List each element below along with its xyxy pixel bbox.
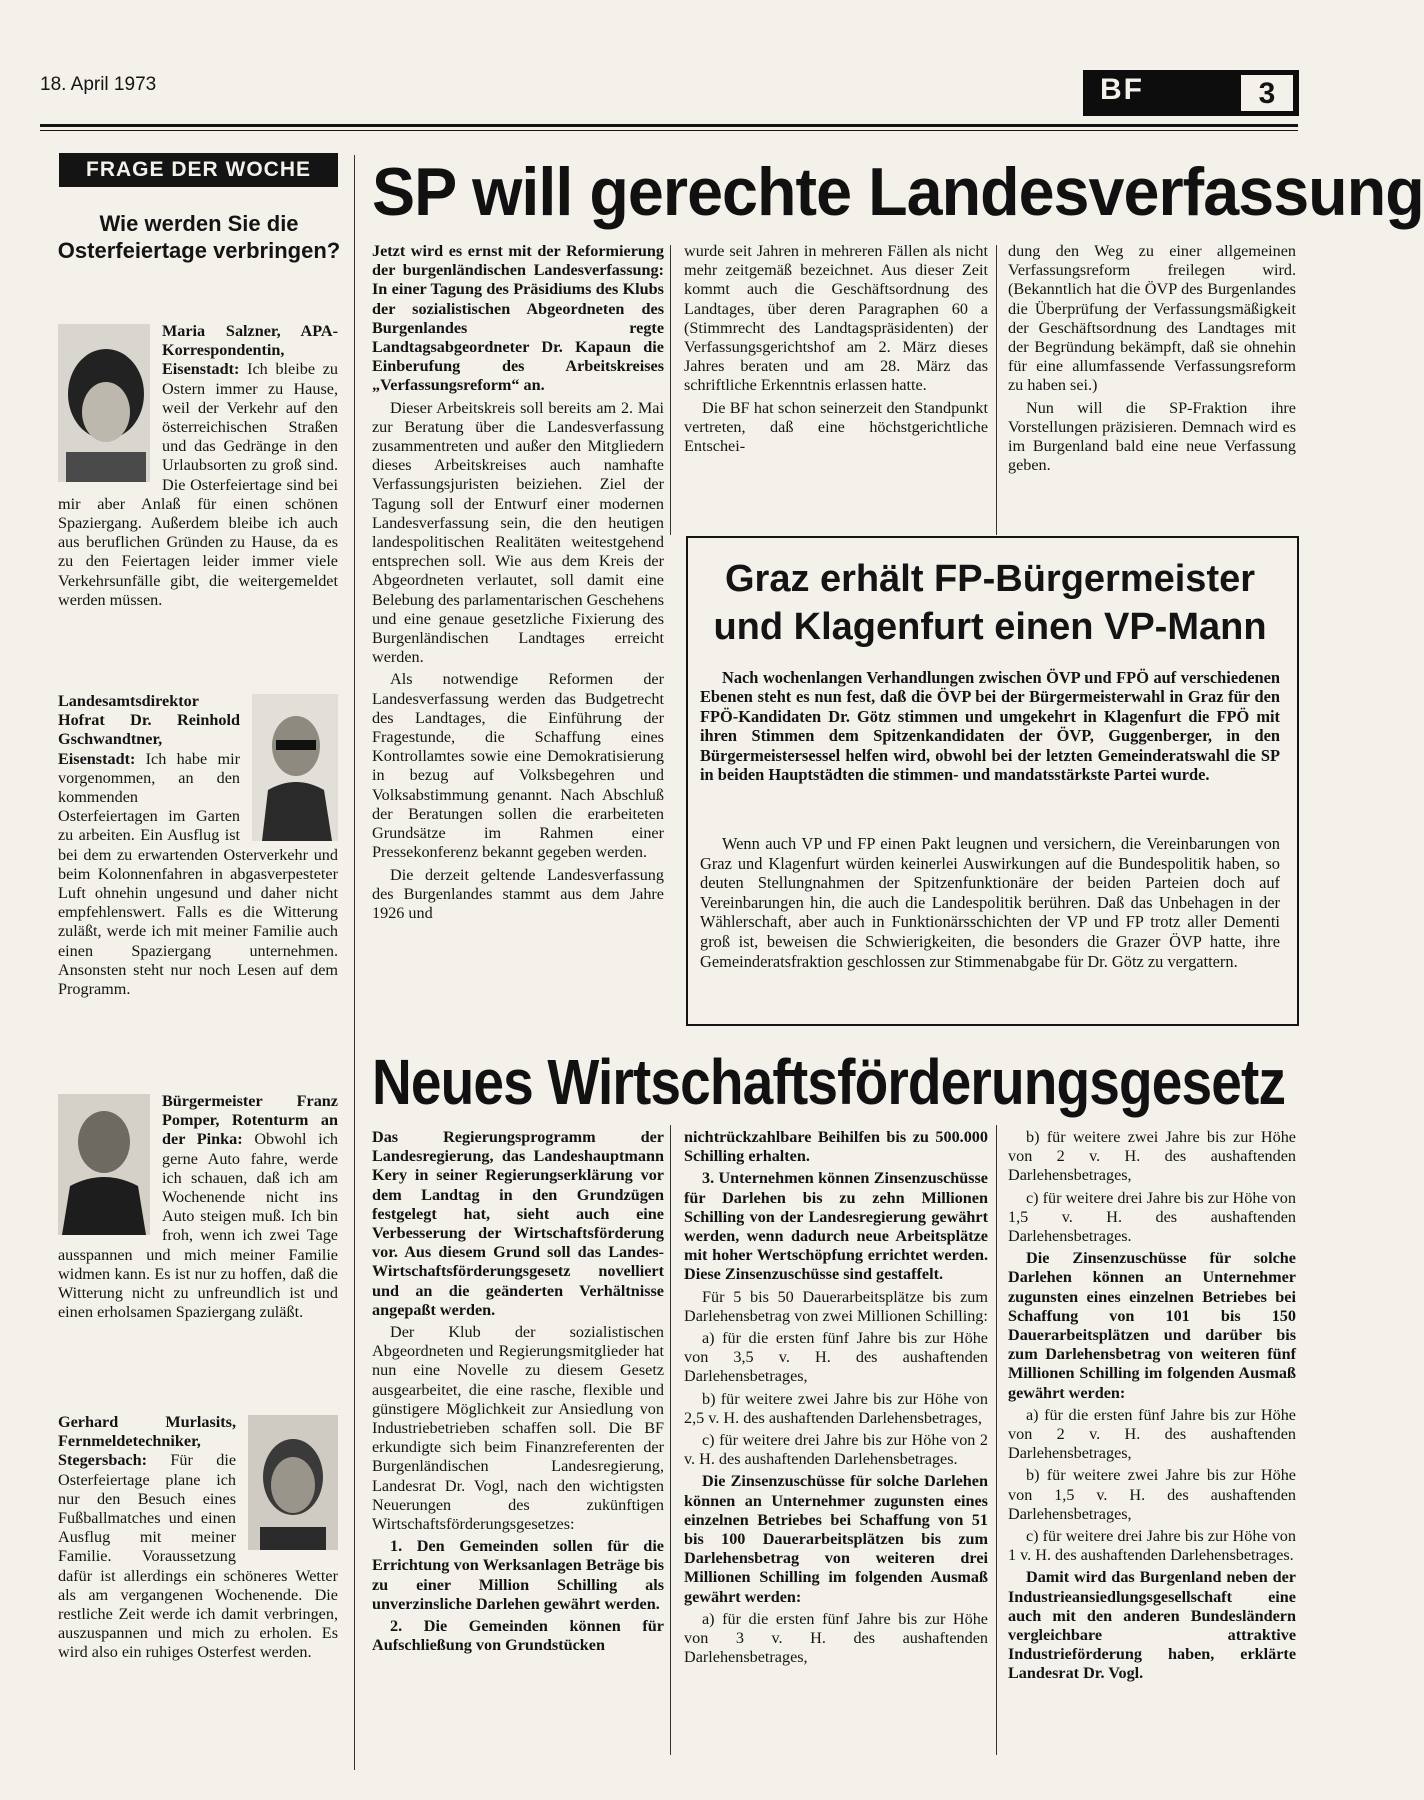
headline-container [372,150,1424,234]
page-number: 3 [1241,75,1293,111]
weekly-question: Wie werden Sie die Osterfeiertage verbringen? [57,211,341,263]
answer-name: Landesamtsdirektor Hofrat Dr. Reinhold Gschwandtner, Eisenstadt: [58,692,240,768]
portrait-photo [58,324,150,482]
column-rule [996,1125,997,1755]
paragraph: c) für weitere drei Jahre bis zur Höhe von 1 v. H. des aushaftenden Darlehensbetrages. [1008,1527,1296,1565]
paragraph: 2. Die Gemeinden können für Aufschließung von Grundstücken [372,1617,664,1655]
paragraph: 3. Unternehmen können Zinsenzuschüsse für Darlehen bis zu zehn Millionen Schilling von der Landesregierung gewährt werden, wenn dadurch neue Arbeitsplätze mit hoher Wertschöpfung errichtet werden. Diese Zinsenzuschüsse sind gestaffelt. [684,1169,988,1284]
paragraph: b) für weitere zwei Jahre bis zur Höhe von 2,5 v. H. des aushaftenden Darlehensbetrages, [684,1389,988,1427]
article-lede: Jetzt wird es ernst mit der Reformierung der burgenländischen Landesverfassung: In einer Tagung des Präsidiums des Klubs der sozialistischen Abgeordneten des Burgenlandes regte Landtagsabgeordneter Dr. Kapaun die Einberufung des Arbeitskreises „Verfassungsreform“ an. [372,242,664,395]
answer-text: Obwohl ich gerne Auto fahre, werde ich schauen, daß ich am Wochenende nicht ins Auto steigen muß. Ich bin froh, wenn ich zwei Tage ausspannen und mich meiner Familie widmen kann. Es ist nur zu hoffen, daß die Witterung nicht zu unfreundlich ist und einen erholsamen Spaziergang zuläßt. [58,1130,338,1322]
section-kicker: FRAGE DER WOCHE [59,153,338,187]
paragraph: nichtrückzahlbare Beihilfen bis zu 500.000 Schilling erhalten. [684,1128,988,1166]
paragraph: b) für weitere zwei Jahre bis zur Höhe von 1,5 v. H. des aushaftenden Darlehensbetrages, [1008,1466,1296,1523]
paragraph: Der Klub der sozialistischen Abgeordneten und Regierungsmitglieder hat nun eine Novelle zu diesem Gesetz ausgearbeitet, die eine rasche, flexible und günstigere Möglichkeit zur Ansiedlung von Industriebetrieben schaffen soll. Die BF erkundigte sich beim Finanzreferenten der Burgenländischen Landesregierung, Landesrat Dr. Vogl, nach den wichtigsten Neuerungen des zukünftigen Wirtschaftsförderungsgesetzes: [372,1323,664,1534]
article2-body [700,834,1280,971]
paragraph: Nach wochenlangen Verhandlungen zwischen ÖVP und FPÖ auf verschiedenen Ebenen steht es nun fest, daß die ÖVP bei der Bürgermeisterwahl in Graz für den FPÖ-Kandidaten Dr. Götz stimmen und umgekehrt in Klagenfurt die FPÖ mit ihren Stimmen dem Spitzenkandidaten der ÖVP, Guggenberger, in den Bürgermeistersessel helfen wird, obwohl bei der letzten Gemeinderatswahl die SP in beiden Hauptstädten die stimmen- und mandatsstärkste Partei wurde. [700,668,1280,785]
paragraph: Dieser Arbeitskreis soll bereits am 2. Mai zur Beratung über die Landesverfassung zusammentreten und außer den Mitgliedern dieses Arbeitskreises auch namhafte Verfassungsjuristen beiziehen. Ziel der Tagung soll der Entwurf einer modernen Landesverfassung sein, die den heutigen landespolitischen Realitäten weitestgehend entsprechen soll. Wie aus dem Kreis der Abgeordneten verlautet, soll damit eine Belebung des parlamentarischen Geschehens und eine genaue gesetzliche Fixierung des Burgenländischen Landtages erreicht werden. [372,398,664,667]
portrait-photo [248,1415,338,1550]
answer-2 [58,692,338,1002]
headline-wirtschaftsfoerderung: Neues Wirtschaftsförderungsgesetz [372,1046,1286,1118]
column-rule [670,245,671,535]
paragraph: c) für weitere drei Jahre bis zur Höhe von 1,5 v. H. des aushaftenden Darlehensbetrages. [1008,1188,1296,1246]
answer-text: Ich habe mir vorgenommen, an den kommenden Osterfeiertagen im Garten zu arbeiten. Ein Ausflug ist bei dem zu erwartenden Osterverkehr und beim Kolonnenfahren in abgasverpesteter Luft ohnehin ungesund und daher nicht empfehlenswert. Falls es die Witterung zuläßt, werde ich mit meiner Familie auch einen Spaziergang unternehmen. Ansonsten steht nur noch Lesen auf dem Programm. [58,749,338,999]
article1-col3 [1008,242,1296,478]
paragraph: Für 5 bis 50 Dauerarbeitsplätze bis zum Darlehensbetrag von zwei Millionen Schilling: [684,1287,988,1325]
paragraph: wurde seit Jahren in mehreren Fällen als nicht mehr zeitgemäß bezeichnet. Aus dieser Zeit kommt auch die Geschäftsordnung des Landtages, über deren Paragraphen 60 a (Stimmrecht des Landtagspräsidenten) der Verfassungsgerichtshof am 2. März dieses Jahres beraten und am 28. März das schriftliche Erkenntnis erlassen hatte. [684,242,988,395]
portrait-photo [58,1094,150,1235]
article3-col2 [684,1128,988,1670]
answer-4 [58,1413,338,1666]
column-rule [354,155,355,1770]
headline-landesverfassung: SP will gerechte Landesverfassung [372,154,1424,230]
answer-3 [58,1092,338,1325]
article-lede: Das Regierungsprogramm der Landesregierung, das Landeshauptmann Kery in seiner Regierungserklärung vor dem Landtag in den Grundzügen festgelegt hat, sieht auch eine Verbesserung der Wirtschaftsförderung vor. Aus diesem Grund soll das Landes-Wirtschaftsförderungsgesetz novelliert und an die geänderten Verhältnisse angepaßt werden. [372,1128,664,1319]
paragraph: Als notwendige Reformen der Landesverfassung werden das Budgetrecht des Landtages, die Einführung der Fragestunde, die Schaffung eines Kontrollamtes sowie eine Demokratisierung in bezug auf Volksbegehren und Volksabstimmung genannt. Nach Abschluß der Beratungen sollen die erarbeiteten Grundsätze im Rahmen einer Pressekonferenz bekannt gegeben werden. [372,670,664,862]
paper-logo: BF [1100,73,1144,106]
headline-line: Graz erhält FP-Bürgermeister [724,558,1256,600]
column-rule [670,1125,671,1755]
paragraph: Die BF hat schon seinerzeit den Standpunkt vertreten, daß eine höchstgerichtliche Entschei- [684,398,988,456]
headline-line: und Klagenfurt einen VP-Mann [713,606,1267,648]
paragraph: a) für die ersten fünf Jahre bis zur Höhe von 3 v. H. des aushaftenden Darlehensbetrages, [684,1609,988,1667]
headline-container [372,1040,1298,1124]
answer-name: Gerhard Murlasits, Fernmeldetechniker, Stegersbach: [58,1413,236,1470]
article1-col1 [372,242,664,926]
article1-col2 [684,242,988,459]
paragraph: a) für die ersten fünf Jahre bis zur Höhe von 2 v. H. des aushaftenden Darlehensbetrages, [1008,1405,1296,1463]
paragraph: dung den Weg zu einer allgemeinen Verfassungsreform freilegen wird. (Bekanntlich hat die ÖVP des Burgenlandes die Überprüfung der Verfassungsmäßigkeit der Geschäftsordnung des Landtages mit der Begründung bekämpft, daß sie ohnehin für eine allumfassende Verfassungsreform zu haben sei.) [1008,242,1296,395]
article3-col3 [1008,1128,1296,1687]
portrait-photo [252,694,338,841]
header-rule-thin [40,130,1298,131]
headline-graz [700,555,1280,651]
column-rule [996,245,997,535]
paragraph: Damit wird das Burgenland neben der Industrieansiedlungsgesellschaft eine auch mit den anderen Bundesländern vergleichbare attraktive Industrieförderung haben, erklärte Landesrat Dr. Vogl. [1008,1568,1296,1683]
answer-text: Für die Osterfeiertage plane ich nur den Besuch eines Fußballmatches und einen Ausflug mit meiner Familie. Voraussetzung dafür ist allerdings ein schöneres Wetter als am vergangenen Wochenende. Die restliche Zeit werde ich damit verbringen, auszuspannen und mich zu erholen. Es wird also ein ruhiges Osterfest werden. [58,1451,338,1662]
paragraph: b) für weitere zwei Jahre bis zur Höhe von 2 v. H. des aushaftenden Darlehensbetrages, [1008,1128,1296,1185]
article2-lede [700,668,1280,784]
paragraph: c) für weitere drei Jahre bis zur Höhe von 2 v. H. des aushaftenden Darlehensbetrages. [684,1431,988,1469]
answer-name: Maria Salzner, APA-Korrespondentin, Eisenstadt: [162,322,338,379]
article3-col1 [372,1128,664,1658]
paragraph: Die Zinsenzuschüsse für solche Darlehen können an Unternehmer zugunsten eines einzelnen Betriebes bei Schaffung von 51 bis 100 Dauerarbeitsplätzen bis zum Darlehensbetrag von weiteren drei Millionen Schilling im folgenden Ausmaß gewährt werden: [684,1472,988,1606]
answer-name: Bürgermeister Franz Pomper, Rotenturm an der Pinka: [162,1092,338,1149]
header-rule [40,124,1298,127]
answer-text: Ich bleibe zu Ostern immer zu Hause, weil der Verkehr auf den österreichischen Straßen und das Gedränge in den Urlaubsorten zu groß sind. Die Osterfeiertage sind bei mir aber Anlaß für einen schönen Spaziergang. Außerdem bleibe ich auch aus beruflichen Gründen zu Hause, da es zu den Feiertagen leider immer viele Verkehrsunfälle gibt, die weitergemeldet werden müssen. [58,360,339,609]
paragraph: Nun will die SP-Fraktion ihre Vorstellungen präzisieren. Demnach wird es im Burgenland bald eine neue Verfassung geben. [1008,398,1296,475]
paragraph: Wenn auch VP und FP einen Pakt leugnen und versichern, die Vereinbarungen von Graz und Klagenfurt würden keinerlei Auswirkungen auf die Bundespolitik haben, so deuten Stellungnahmen der Spitzenfunktionäre der beiden Parteien doch auf Vereinbarungen hin, die auch die Landespolitik berühren. Daß das Unbehagen in der Wählerschaft, aber auch in Funktionärsschichten der VP und FP trotz aller Dementi groß ist, beweisen die Schwierigkeiten, die besonders die Grazer ÖVP hatte, ihre Gemeinderatsfraktion geschlossen zur Stimmenabgabe für Dr. Götz zu vergattern. [700,834,1280,971]
answer-1 [58,322,338,613]
paragraph: a) für die ersten fünf Jahre bis zur Höhe von 3,5 v. H. des aushaftenden Darlehensbetrages, [684,1329,988,1386]
issue-date: 18. April 1973 [40,74,157,95]
paragraph: Die derzeit geltende Landesverfassung des Burgenlandes stammt aus dem Jahre 1926 und [372,865,664,922]
paragraph: 1. Den Gemeinden sollen für die Errichtung von Werksanlagen Beträge bis zu einer Million Schilling als unverzinsliche Darlehen gewährt werden. [372,1537,664,1613]
paragraph: Die Zinsenzuschüsse für solche Darlehen können an Unternehmer zugunsten eines einzelnen Betriebes bei Schaffung von 101 bis 150 Dauerarbeitsplätzen und darüber bis zum Darlehensbetrag von weiteren fünf Millionen Schilling im folgenden Ausmaß gewährt werden: [1008,1249,1296,1402]
